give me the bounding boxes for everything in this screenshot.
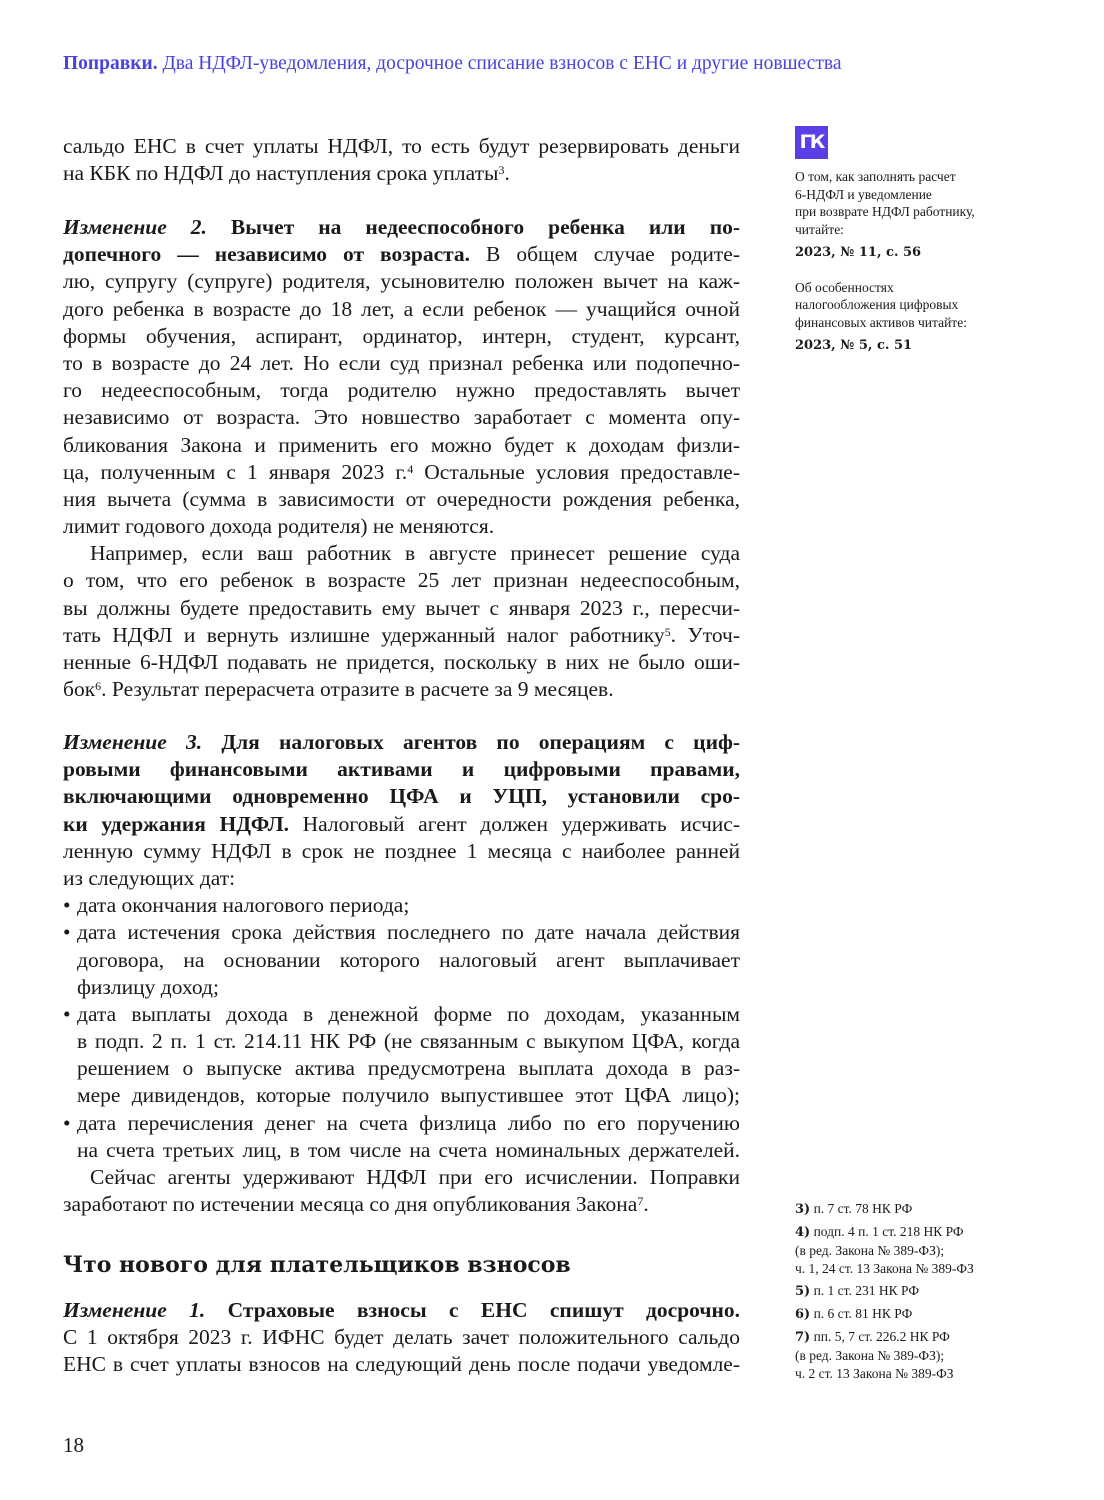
running-header bbox=[63, 53, 841, 75]
logo-text: ГК bbox=[799, 131, 824, 153]
text-line bbox=[63, 296, 740, 323]
text-line bbox=[63, 377, 740, 404]
text-line bbox=[63, 404, 740, 431]
text-segment: В общем случае родите- bbox=[470, 242, 740, 267]
footnote-line bbox=[795, 1242, 1055, 1260]
text-line bbox=[63, 540, 740, 567]
text-segment: сальдо ЕНС в счет уплаты НДФЛ, то есть будут резервировать деньги bbox=[63, 134, 740, 158]
footnote-number: 5) bbox=[795, 1284, 811, 1299]
footnote-text: п. 6 ст. 81 НК РФ bbox=[813, 1306, 913, 1321]
text-line bbox=[63, 1324, 740, 1351]
text-line bbox=[63, 1351, 740, 1378]
text-line bbox=[63, 1137, 740, 1164]
section-contributions-change-1 bbox=[63, 1297, 740, 1379]
footnote-line bbox=[795, 1223, 1055, 1242]
text-segment: дата перечисления денег на счета физлица либо по его поручению bbox=[77, 1110, 740, 1135]
text-segment: из следующих дат: bbox=[63, 865, 236, 890]
reference-text-line: читайте: bbox=[795, 222, 844, 238]
footnote-text: ч. 1, 24 ст. 13 Закона № 389-ФЗ bbox=[795, 1261, 974, 1276]
bullet-item-line bbox=[63, 1001, 740, 1028]
footnote-ref: 3 bbox=[498, 163, 505, 178]
footnote-number: 4) bbox=[795, 1225, 811, 1240]
bullet-item-line bbox=[63, 892, 740, 919]
footnote-ref: 7 bbox=[637, 1194, 644, 1209]
footnote-number: 6) bbox=[795, 1307, 811, 1322]
footnote-ref: 6 bbox=[95, 679, 102, 694]
footnote-ref: 5 bbox=[664, 624, 671, 639]
bullet-item-line bbox=[63, 919, 740, 946]
footnote-line bbox=[795, 1305, 1055, 1324]
text-segment: лимит годового дохода родителя) не меняются. bbox=[63, 514, 495, 539]
text-line bbox=[63, 160, 740, 187]
text-segment: на КБК по НДФЛ до наступления срока уплаты bbox=[63, 161, 499, 186]
text-line bbox=[63, 567, 740, 594]
text-segment: . bbox=[504, 161, 510, 186]
text-line bbox=[63, 486, 740, 513]
text-segment: тать НДФЛ и вернуть излишне удержанный налог работнику bbox=[63, 622, 665, 647]
text-segment: . Уточ- bbox=[670, 622, 740, 647]
text-segment: физлицу доход; bbox=[77, 974, 219, 999]
footnote-line bbox=[795, 1365, 1055, 1383]
text-line bbox=[63, 432, 740, 459]
text-line bbox=[63, 268, 740, 295]
text-line bbox=[63, 1055, 740, 1082]
text-segment: ЕНС в счет уплаты взносов на следующий день после подачи уведомле- bbox=[63, 1352, 740, 1377]
header-title: Два НДФЛ-уведомления, досрочное списание взносов с ЕНС и другие новшества bbox=[162, 53, 842, 74]
emphasis-text: Изменение 3. bbox=[63, 730, 203, 754]
footnote-ref: 4 bbox=[407, 461, 414, 476]
text-segment: решением о выпуске актива предусмотрена выплата дохода в раз- bbox=[77, 1056, 740, 1081]
text-line bbox=[63, 811, 740, 838]
paragraph-intro bbox=[63, 133, 740, 187]
reference-issue: 2023, № 5, с. 51 bbox=[795, 337, 913, 353]
text-segment: бликования Закона и применить его можно будет к доходам физли- bbox=[63, 432, 740, 457]
text-segment: го недееспособным, тогда родителю нужно предоставлять вычет bbox=[63, 378, 740, 403]
text-line bbox=[63, 214, 740, 241]
text-line bbox=[63, 676, 740, 703]
reference-text-line: О том, как заполнять расчет bbox=[795, 169, 956, 184]
text-segment: вы должны будете предоставить ему вычет с января 2023 г., пересчи- bbox=[63, 595, 740, 620]
text-segment: . bbox=[643, 1192, 649, 1217]
text-segment: Например, если ваш работник в августе принесет решение суда bbox=[90, 541, 740, 566]
text-line bbox=[63, 756, 740, 783]
footnote-line bbox=[795, 1347, 1055, 1365]
magazine-logo-icon bbox=[795, 126, 828, 159]
page-number: 18 bbox=[63, 1433, 84, 1457]
text-segment: заработают по истечении месяца со дня опубликования Закона bbox=[63, 1192, 638, 1217]
text-line bbox=[63, 783, 740, 810]
text-segment: ца, полученным с 1 января 2023 г. bbox=[63, 459, 408, 484]
footnote-text: (в ред. Закона № 389-ФЗ); bbox=[795, 1243, 945, 1258]
text-segment: дата истечения срока действия последнего по дате начала действия bbox=[77, 920, 740, 945]
text-line bbox=[63, 865, 740, 892]
footnote-line bbox=[795, 1282, 1055, 1301]
text-line bbox=[63, 1164, 740, 1191]
footnote-text: ч. 2 ст. 13 Закона № 389-ФЗ bbox=[795, 1366, 954, 1381]
footnotes bbox=[795, 1200, 1055, 1387]
footnote-text: пп. 5, 7 ст. 226.2 НК РФ bbox=[813, 1329, 950, 1344]
text-line bbox=[63, 1082, 740, 1109]
text-line bbox=[63, 350, 740, 377]
text-segment: на счета третьих лиц, в том числе на счета номинальных держателей. bbox=[77, 1137, 740, 1162]
section-change-2 bbox=[63, 214, 740, 703]
text-line bbox=[63, 1297, 740, 1324]
text-line bbox=[63, 133, 740, 160]
bullet-item-line bbox=[63, 1110, 740, 1137]
text-line bbox=[63, 947, 740, 974]
text-line bbox=[63, 241, 740, 268]
text-segment: . Результат перерасчета отразите в расчете за 9 месяцев. bbox=[101, 677, 614, 702]
text-segment: лю, супругу (супруге) родителя, усыновителю положен вычет на каж- bbox=[63, 269, 740, 294]
footnote bbox=[795, 1282, 1055, 1301]
text-line bbox=[63, 838, 740, 865]
emphasis-text: допечного — независимо от возраста. bbox=[63, 242, 471, 267]
text-segment: ненные 6-НДФЛ подавать не придется, поскольку в них не было оши- bbox=[63, 650, 740, 674]
text-segment: Остальные условия предоставле- bbox=[413, 459, 740, 484]
footnote-text: подп. 4 п. 1 ст. 218 НК РФ bbox=[813, 1224, 964, 1239]
reference-note bbox=[795, 279, 1045, 355]
emphasis-text: ровыми финансовыми активами и цифровыми правами, bbox=[63, 757, 740, 782]
text-segment: ленную сумму НДФЛ в срок не позднее 1 месяца с наиболее ранней bbox=[63, 838, 740, 863]
footnote-text: п. 1 ст. 231 НК РФ bbox=[813, 1283, 920, 1298]
text-line bbox=[63, 459, 740, 486]
text-line bbox=[63, 1028, 740, 1055]
text-segment: мере дивидендов, которые получило выпустившее этот ЦФА лицо); bbox=[77, 1083, 740, 1108]
text-segment: в подп. 2 п. 1 ст. 214.11 НК РФ (не связанным с выкупом ЦФА, когда bbox=[77, 1029, 740, 1054]
text-segment: дата выплаты дохода в денежной форме по доходам, указанным bbox=[77, 1001, 740, 1026]
footnote-text: (в ред. Закона № 389-ФЗ); bbox=[795, 1348, 945, 1363]
reference-note bbox=[795, 168, 1045, 262]
footnote-number: 3) bbox=[795, 1202, 811, 1217]
section-heading: Что нового для плательщиков взносов bbox=[63, 1252, 571, 1278]
text-segment: Сейчас агенты удерживают НДФЛ при его исчислении. Поправки bbox=[90, 1165, 740, 1189]
footnote-line bbox=[795, 1200, 1055, 1219]
text-line bbox=[63, 622, 740, 649]
footnote-text: п. 7 ст. 78 НК РФ bbox=[813, 1201, 913, 1216]
text-line bbox=[63, 1191, 740, 1218]
footnote-number: 7) bbox=[795, 1330, 811, 1345]
text-line bbox=[63, 649, 740, 676]
emphasis-text: Изменение 2. bbox=[63, 215, 207, 239]
footnote bbox=[795, 1305, 1055, 1324]
text-segment: формы обучения, аспирант, ординатор, интерн, студент, курсант, bbox=[63, 323, 740, 348]
footnote bbox=[795, 1223, 1055, 1278]
emphasis-text: Изменение 1. bbox=[63, 1298, 206, 1322]
reference-text-line: финансовых активов читайте: bbox=[795, 314, 967, 330]
emphasis-text: ки удержания НДФЛ. bbox=[63, 811, 290, 836]
text-segment: договора, на основании которого налоговый агент выплачивает bbox=[77, 947, 740, 972]
footnote-line bbox=[795, 1328, 1055, 1347]
emphasis-text: Для налоговых агентов по операциям с циф- bbox=[202, 730, 740, 754]
reference-text-line: налогообложения цифровых bbox=[795, 297, 959, 313]
header-section: Поправки. bbox=[63, 53, 158, 74]
footnote-line bbox=[795, 1260, 1055, 1278]
sidebar-references bbox=[795, 168, 1045, 354]
text-line bbox=[63, 595, 740, 622]
text-segment: ния вычета (сумма в зависимости от очередности рождения ребенка, bbox=[63, 486, 740, 511]
text-segment: то в возрасте до 24 лет. Но если суд признал ребенка или подопечно- bbox=[63, 350, 740, 375]
text-segment: дого ребенка в возрасте до 18 лет, а если ребенок — учащийся очной bbox=[63, 296, 740, 321]
text-line bbox=[63, 513, 740, 540]
text-line bbox=[63, 323, 740, 350]
reference-text-line: при возврате НДФЛ работнику, bbox=[795, 204, 975, 220]
text-segment: дата окончания налогового периода; bbox=[77, 893, 410, 918]
reference-text-line: Об особенностях bbox=[795, 279, 894, 295]
emphasis-text: Страховые взносы с ЕНС спишут досрочно. bbox=[205, 1298, 740, 1322]
text-segment: Налоговый агент должен удерживать исчис- bbox=[289, 811, 740, 836]
text-line bbox=[63, 729, 740, 756]
reference-text-line: 6-НДФЛ и уведомление bbox=[795, 186, 932, 202]
footnote bbox=[795, 1328, 1055, 1383]
text-segment: независимо от возраста. Это новшество заработает с момента опу- bbox=[63, 405, 740, 430]
text-segment: бок bbox=[63, 677, 96, 702]
emphasis-text: включающими одновременно ЦФА и УЦП, установили сро- bbox=[63, 784, 740, 809]
footnote bbox=[795, 1200, 1055, 1219]
reference-issue: 2023, № 11, с. 56 bbox=[795, 244, 922, 260]
text-line bbox=[63, 974, 740, 1001]
emphasis-text: Вычет на недееспособного ребенка или по- bbox=[206, 215, 740, 239]
text-segment: о том, что его ребенок в возрасте 25 лет признан недееспособным, bbox=[63, 568, 740, 593]
section-change-3 bbox=[63, 729, 740, 1218]
text-segment: С 1 октября 2023 г. ИФНС будет делать зачет положительного сальдо bbox=[63, 1325, 740, 1350]
